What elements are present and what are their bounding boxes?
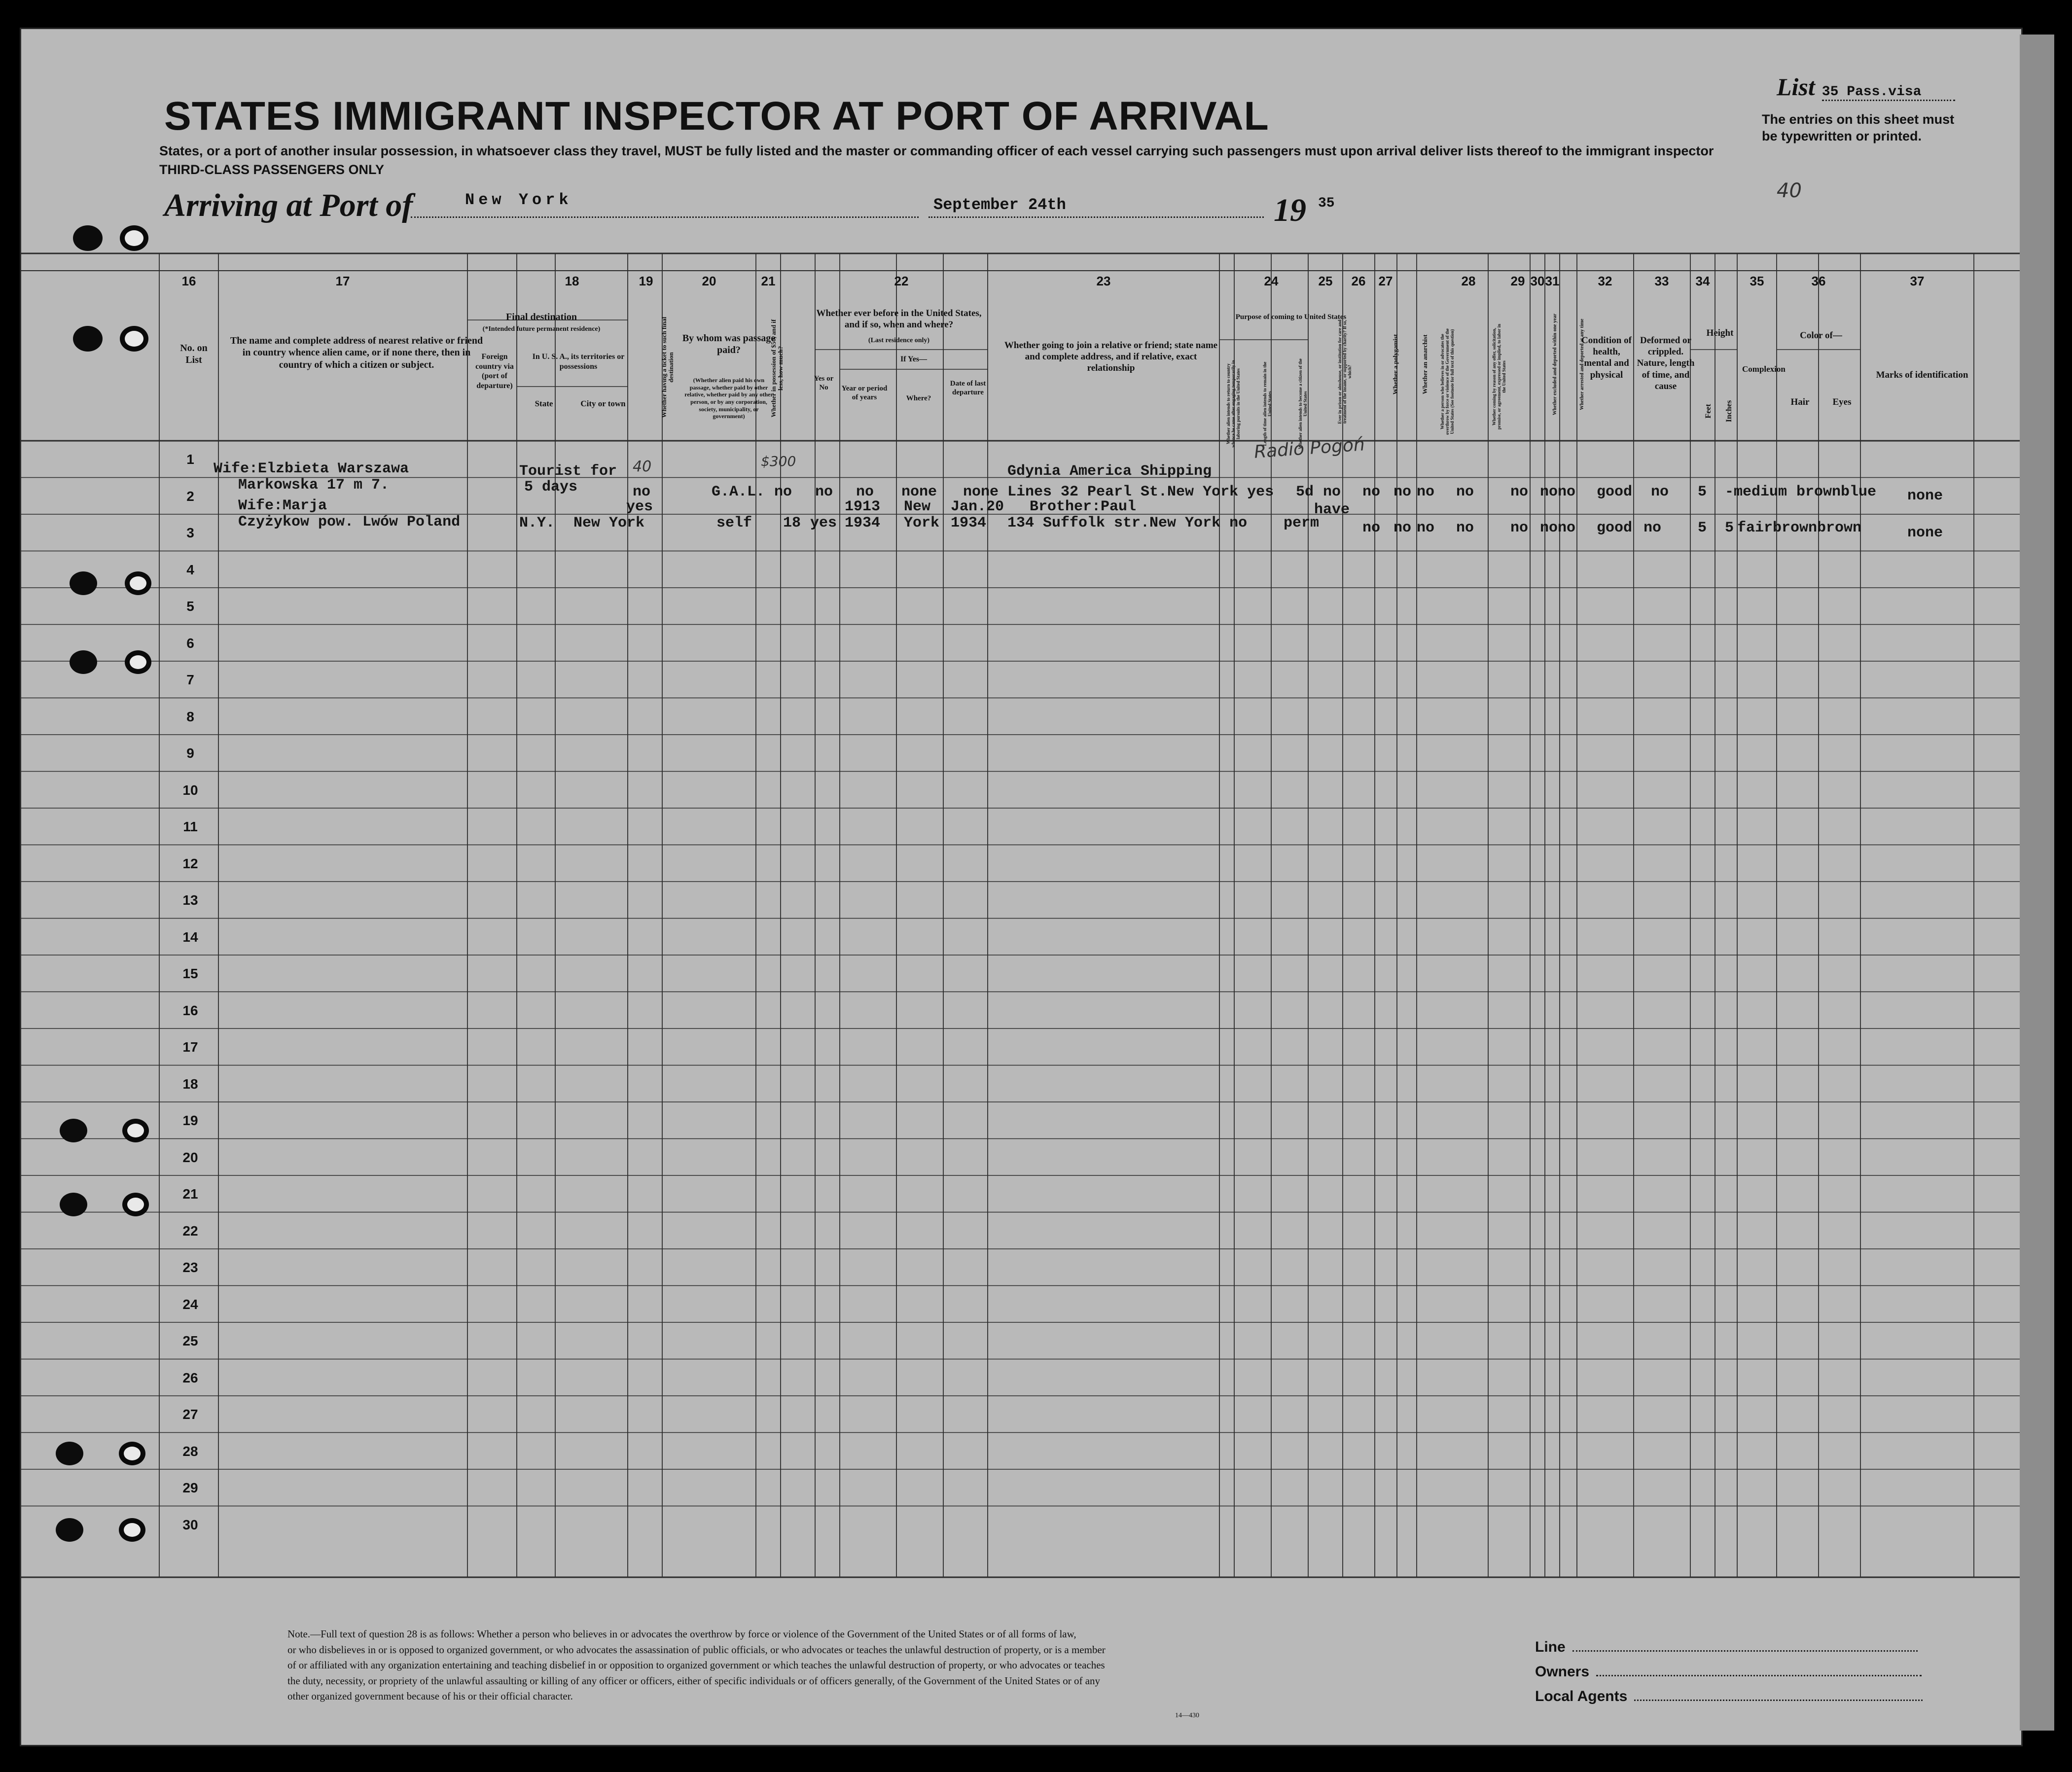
list-label: List bbox=[1777, 73, 1815, 101]
column-number: 23 bbox=[1096, 274, 1111, 288]
row-number: 4 bbox=[186, 562, 194, 577]
year-prefix: 19 bbox=[1274, 192, 1306, 228]
row1-citizen: no bbox=[1323, 484, 1341, 500]
header-inches: Inches bbox=[1725, 400, 1733, 423]
row-number: 19 bbox=[182, 1113, 198, 1128]
punch-hole bbox=[122, 1119, 149, 1142]
header-year-period: Year or period of years bbox=[841, 385, 888, 402]
row1-ticket-pencil: 40 bbox=[633, 458, 652, 475]
punch-hole bbox=[119, 1442, 145, 1465]
row2-before: yes bbox=[810, 515, 837, 532]
column-number: 22 bbox=[894, 274, 909, 288]
header-marks: Marks of identification bbox=[1876, 370, 1968, 380]
footnote-line2: or who disbelieves in or is opposed to organized government, or who advocates the assassination of public officials, or who advocates or teaches the unlawful destruction of property, or is a member bbox=[287, 1643, 1106, 1656]
row1-hair-eyes: brownblue bbox=[1796, 484, 1877, 500]
sig-owners-label: Owners bbox=[1535, 1664, 1590, 1680]
header-before-in-us: Whether ever before in the United States, and if so, when and where? bbox=[816, 308, 982, 330]
row1-dest-a: Tourist for bbox=[519, 463, 617, 480]
row2-join-a: Brother:Paul bbox=[1030, 498, 1137, 515]
signature-line bbox=[1535, 1639, 1918, 1656]
header-purpose-c: Whether alien intends to become a citizen of the United States bbox=[1298, 358, 1308, 449]
row1-marks: none bbox=[1907, 488, 1943, 504]
header-color-of: Color of— bbox=[1800, 330, 1842, 341]
header-date-departure: Date of last departure bbox=[950, 380, 986, 397]
header-q28: Whether a person who believes in or advocates the overthrow by force or violence of the Government of the United States (See footnote for full text of this question) bbox=[1440, 328, 1455, 435]
row-number: 17 bbox=[182, 1039, 198, 1055]
column-number: 35 bbox=[1750, 274, 1764, 288]
row1-length: 5d bbox=[1296, 484, 1314, 500]
row1-dest-b: 5 days bbox=[524, 479, 578, 496]
manifest-sheet bbox=[20, 28, 2023, 1746]
column-number: 21 bbox=[761, 274, 776, 288]
row2-deformed: no bbox=[1643, 520, 1662, 536]
row-number: 25 bbox=[182, 1333, 198, 1348]
header-where: Where? bbox=[906, 394, 931, 402]
row-number: 15 bbox=[182, 966, 198, 981]
row2-relative-a: Wife:Marja bbox=[238, 497, 327, 514]
column-number: 37 bbox=[1910, 274, 1925, 288]
column-number: 17 bbox=[335, 274, 350, 288]
row-number: 1 bbox=[186, 452, 194, 467]
row1-anarchist: no bbox=[1417, 484, 1435, 500]
row1-ticket: no bbox=[633, 484, 651, 500]
sig-line-label: Line bbox=[1535, 1639, 1566, 1655]
row-number: 26 bbox=[182, 1370, 198, 1385]
entries-note-2: be typewritten or printed. bbox=[1762, 129, 1922, 143]
column-number: 20 bbox=[702, 274, 716, 288]
punch-hole bbox=[56, 1442, 83, 1465]
header-possession-50: Whether in possession of $50, and if less, how much? bbox=[770, 319, 785, 418]
row2-complexion-hair-eyes: fairbrownbrown bbox=[1737, 520, 1862, 536]
row2-relative-b: Czyżykow pow. Lwów Poland bbox=[238, 514, 461, 531]
header-eyes: Eyes bbox=[1832, 397, 1852, 407]
row-number: 23 bbox=[182, 1260, 198, 1275]
punch-hole bbox=[56, 1518, 83, 1542]
row2-health: good bbox=[1597, 520, 1633, 536]
punch-hole bbox=[73, 326, 103, 352]
row1-excluded-deported: nono bbox=[1540, 484, 1576, 500]
row2-citizen: have bbox=[1314, 501, 1350, 518]
row2-where-a: New bbox=[904, 498, 931, 515]
row-number: 11 bbox=[183, 819, 198, 834]
column-number: 32 bbox=[1598, 274, 1612, 288]
row-number: 18 bbox=[182, 1076, 198, 1092]
header-purpose-b: Length of time alien intends to remain in the United States bbox=[1262, 361, 1272, 446]
header-city: City or town bbox=[580, 399, 626, 408]
row1-money-pencil: $300 bbox=[761, 453, 796, 469]
row1-before: no bbox=[815, 484, 833, 500]
header-foreign-country: Foreign country via (port of departure) bbox=[475, 353, 514, 390]
row-number: 21 bbox=[182, 1186, 198, 1202]
column-number: 18 bbox=[565, 274, 579, 288]
header-no-on-list: No. on List bbox=[180, 343, 208, 366]
header-excluded: Whether excluded and deported within one year bbox=[1552, 314, 1558, 415]
punch-hole bbox=[60, 1193, 87, 1216]
pencil-mark: 40 bbox=[1777, 179, 1802, 202]
row1-prison: no bbox=[1362, 484, 1381, 500]
row-number: 30 bbox=[182, 1517, 198, 1532]
row-number: 14 bbox=[182, 929, 198, 945]
column-number: 34 bbox=[1695, 274, 1710, 288]
row1-join-b: Lines 32 Pearl St.New York yes bbox=[1007, 484, 1274, 500]
column-number: 27 bbox=[1378, 274, 1393, 288]
row1-contract: no bbox=[1510, 484, 1529, 500]
row-number: 10 bbox=[182, 782, 198, 798]
row1-where: none bbox=[901, 484, 937, 500]
column-number: 36 bbox=[1811, 274, 1826, 288]
column-number: 19 bbox=[639, 274, 653, 288]
row-number: 16 bbox=[182, 1002, 198, 1018]
header-relative: The name and complete address of nearest relative or friend in country whence alien came, or if none there, then in country of which a citizen or subject. bbox=[230, 335, 483, 370]
row2-year-b: 1934 bbox=[845, 515, 881, 532]
column-number: 25 bbox=[1318, 274, 1333, 288]
row1-departure: none bbox=[963, 484, 999, 500]
header-state: State bbox=[535, 399, 553, 408]
row2-paid-by: self bbox=[716, 515, 752, 532]
row1-paid-by: G.A.L. bbox=[712, 484, 765, 500]
header-polygamist: Whether a polygamist bbox=[1392, 334, 1399, 395]
row-number: 7 bbox=[186, 672, 194, 687]
footnote-line3: of or affiliated with any organization entertaining and teaching disbelief in or opposition to organized government or which teaches the unlawful destruction of property, or who advocates or teaches bbox=[287, 1659, 1105, 1671]
column-number: 29 bbox=[1510, 274, 1525, 288]
row-number: 6 bbox=[186, 635, 194, 651]
punch-hole bbox=[60, 1119, 87, 1142]
row1-relative-a: Wife:Elzbieta Warszawa bbox=[214, 461, 409, 477]
row-number: 12 bbox=[182, 855, 198, 871]
row1-deformed: no bbox=[1651, 484, 1669, 500]
header-by-whom: By whom was passage paid? bbox=[682, 333, 776, 356]
row2-prison: no bbox=[1362, 520, 1381, 536]
header-ticket: Whether having a ticket to such final destination bbox=[660, 317, 675, 418]
sheet-edge bbox=[2020, 35, 2054, 1731]
punch-hole bbox=[73, 225, 103, 251]
punch-hole bbox=[125, 571, 151, 595]
header-height: Height bbox=[1706, 328, 1734, 338]
row2-join-b: 134 Suffolk str.New York no bbox=[1007, 515, 1248, 532]
row2-state: N.Y. bbox=[519, 515, 555, 532]
row1-health: good bbox=[1597, 484, 1633, 500]
header-final-destination-note: (*Intended future permanent residence) bbox=[482, 325, 601, 333]
column-number: 33 bbox=[1654, 274, 1669, 288]
row1-year: no bbox=[856, 484, 874, 500]
row2-departure-a: Jan.20 bbox=[951, 498, 1004, 515]
year-suffix: 35 bbox=[1318, 196, 1335, 211]
header-by-whom-note: (Whether alien paid his own passage, whether paid by other relative, whether paid by any other person, or by any corporation, society, municipality, or government) bbox=[684, 377, 773, 420]
table-grid bbox=[21, 29, 2021, 1745]
header-if-yes: If Yes— bbox=[900, 355, 928, 363]
row2-where-b: York bbox=[904, 515, 940, 532]
row2-feet: 5 bbox=[1698, 520, 1707, 536]
row1-signature: Radio Pogoń bbox=[1253, 434, 1365, 462]
punch-hole bbox=[120, 326, 148, 352]
header-purpose-a: Whether alien intends to return to country whence he came after engaging temporarily in laboring pursuits in the United States bbox=[1226, 360, 1241, 448]
header-final-destination: Final destination bbox=[506, 312, 577, 322]
column-number: 30 bbox=[1530, 274, 1545, 288]
signature-local-agents bbox=[1535, 1688, 1923, 1705]
header-purpose: Purpose of coming to United States bbox=[1235, 313, 1347, 321]
header-last-residence: (Last residence only) bbox=[868, 337, 930, 344]
date-value: September 24th bbox=[933, 196, 1066, 214]
row2-length: perm bbox=[1284, 515, 1320, 532]
row1-relative-b: Markowska 17 m 7. bbox=[238, 477, 390, 494]
header-yes-no: Yes or No bbox=[814, 375, 834, 392]
arriving-label: Arriving at Port of bbox=[164, 187, 413, 223]
header-complexion: Complexion bbox=[1742, 364, 1786, 374]
column-number: 16 bbox=[181, 274, 196, 288]
header-prison: Ever in prison or almshouse, or institution for care and treatment of the insane, or supported by charity? If so, which? bbox=[1337, 319, 1352, 424]
footnote bbox=[287, 1627, 1668, 1704]
row-number: 24 bbox=[182, 1296, 198, 1312]
row2-anarchist: no bbox=[1417, 520, 1435, 536]
row1-q28: no bbox=[1456, 484, 1474, 500]
footnote-lead: Note.—Full text of question 28 is as follows: bbox=[287, 1628, 475, 1640]
row2-polygamist: no bbox=[1393, 520, 1412, 536]
list-value: 35 Pass.visa bbox=[1822, 84, 1955, 101]
row2-marks: none bbox=[1907, 525, 1943, 541]
column-number: 24 bbox=[1264, 274, 1279, 288]
row1-feet: 5 bbox=[1698, 484, 1707, 500]
row1-join-a: Gdynia America Shipping bbox=[1007, 463, 1212, 480]
row1-complexion: -medium bbox=[1725, 484, 1787, 500]
punch-hole bbox=[120, 225, 148, 251]
row-number: 20 bbox=[182, 1149, 198, 1165]
row-number: 2 bbox=[186, 488, 194, 504]
row-number: 8 bbox=[186, 709, 194, 724]
row-number: 29 bbox=[182, 1480, 198, 1495]
footnote-line5: other organized government because of his or their official character. bbox=[287, 1690, 573, 1702]
punch-hole bbox=[122, 1193, 149, 1216]
entries-note-1: The entries on this sheet must bbox=[1762, 112, 1955, 127]
column-number: 31 bbox=[1545, 274, 1560, 288]
header-in-usa: In U. S. A., its territories or possessions bbox=[532, 353, 625, 371]
header-deported: Whether arrested and deported at any time bbox=[1579, 319, 1585, 410]
footnote-line4: the duty, necessity, or propriety of the unlawful assaulting or killing of any officer or officers, either of specific individuals or of officers generally, of the Government of the United States or of any bbox=[287, 1674, 1101, 1687]
row2-inches: 5 bbox=[1725, 520, 1734, 536]
column-number: 28 bbox=[1461, 274, 1476, 288]
header-anarchist: Whether an anarchist bbox=[1421, 334, 1429, 394]
row2-excluded-deported: nono bbox=[1540, 520, 1576, 536]
row2-money: 18 bbox=[783, 515, 801, 532]
row-number: 9 bbox=[186, 745, 194, 761]
header-hair: Hair bbox=[1790, 397, 1810, 407]
row-number: 28 bbox=[182, 1443, 198, 1459]
row-number: 27 bbox=[182, 1407, 198, 1422]
punch-hole bbox=[125, 650, 151, 674]
row-number: 5 bbox=[186, 599, 194, 614]
row2-ticket: yes bbox=[626, 498, 653, 515]
subtitle-line1: States, or a port of another insular possession, in whatsoever class they travel, MUST be fully listed and the master or commanding officer of each vessel carrying such passengers must upon arrival deliver lists thereof to the immigrant inspector bbox=[159, 143, 1714, 158]
footnote-line1: Whether a person who believes in or advocates the overthrow by force or violence of the Government of the United States or of all forms of law, bbox=[477, 1628, 1076, 1640]
row2-year-a: 1913 bbox=[845, 498, 881, 515]
row2-q28: no bbox=[1456, 520, 1474, 536]
row-number: 3 bbox=[186, 525, 194, 540]
port-value: New York bbox=[465, 191, 572, 209]
header-contract: Whether coming by reason of any offer, solicitation, promise, or agreement, expressed or implied, to labor in the United States bbox=[1492, 323, 1506, 430]
signature-owners bbox=[1535, 1664, 1922, 1680]
header-condition: Condition of health, mental and physical bbox=[1581, 335, 1632, 380]
row1-money: no bbox=[774, 484, 792, 500]
row2-departure-b: 1934 bbox=[951, 515, 987, 532]
header-join-relative: Whether going to join a relative or friend; state name and complete address, and if relative, exact relationship bbox=[1004, 340, 1218, 374]
subtitle-line2: THIRD-CLASS PASSENGERS ONLY bbox=[159, 162, 385, 177]
header-deformed: Deformed or crippled. Nature, length of time, and cause bbox=[1637, 335, 1695, 391]
sig-local-agents-label: Local Agents bbox=[1535, 1688, 1628, 1704]
row2-contract: no bbox=[1510, 520, 1529, 536]
punch-hole bbox=[70, 650, 97, 674]
row1-polygamist: no bbox=[1393, 484, 1412, 500]
row-number: 13 bbox=[182, 892, 198, 908]
punch-hole bbox=[119, 1518, 145, 1542]
header-feet: Feet bbox=[1704, 404, 1713, 419]
punch-hole bbox=[70, 571, 97, 595]
column-number: 26 bbox=[1351, 274, 1366, 288]
page-title: STATES IMMIGRANT INSPECTOR AT PORT OF ARRIVAL bbox=[164, 94, 1269, 139]
form-number: 14—430 bbox=[1175, 1712, 1199, 1719]
row2-city: New York bbox=[573, 515, 645, 532]
row-number: 22 bbox=[182, 1223, 198, 1239]
